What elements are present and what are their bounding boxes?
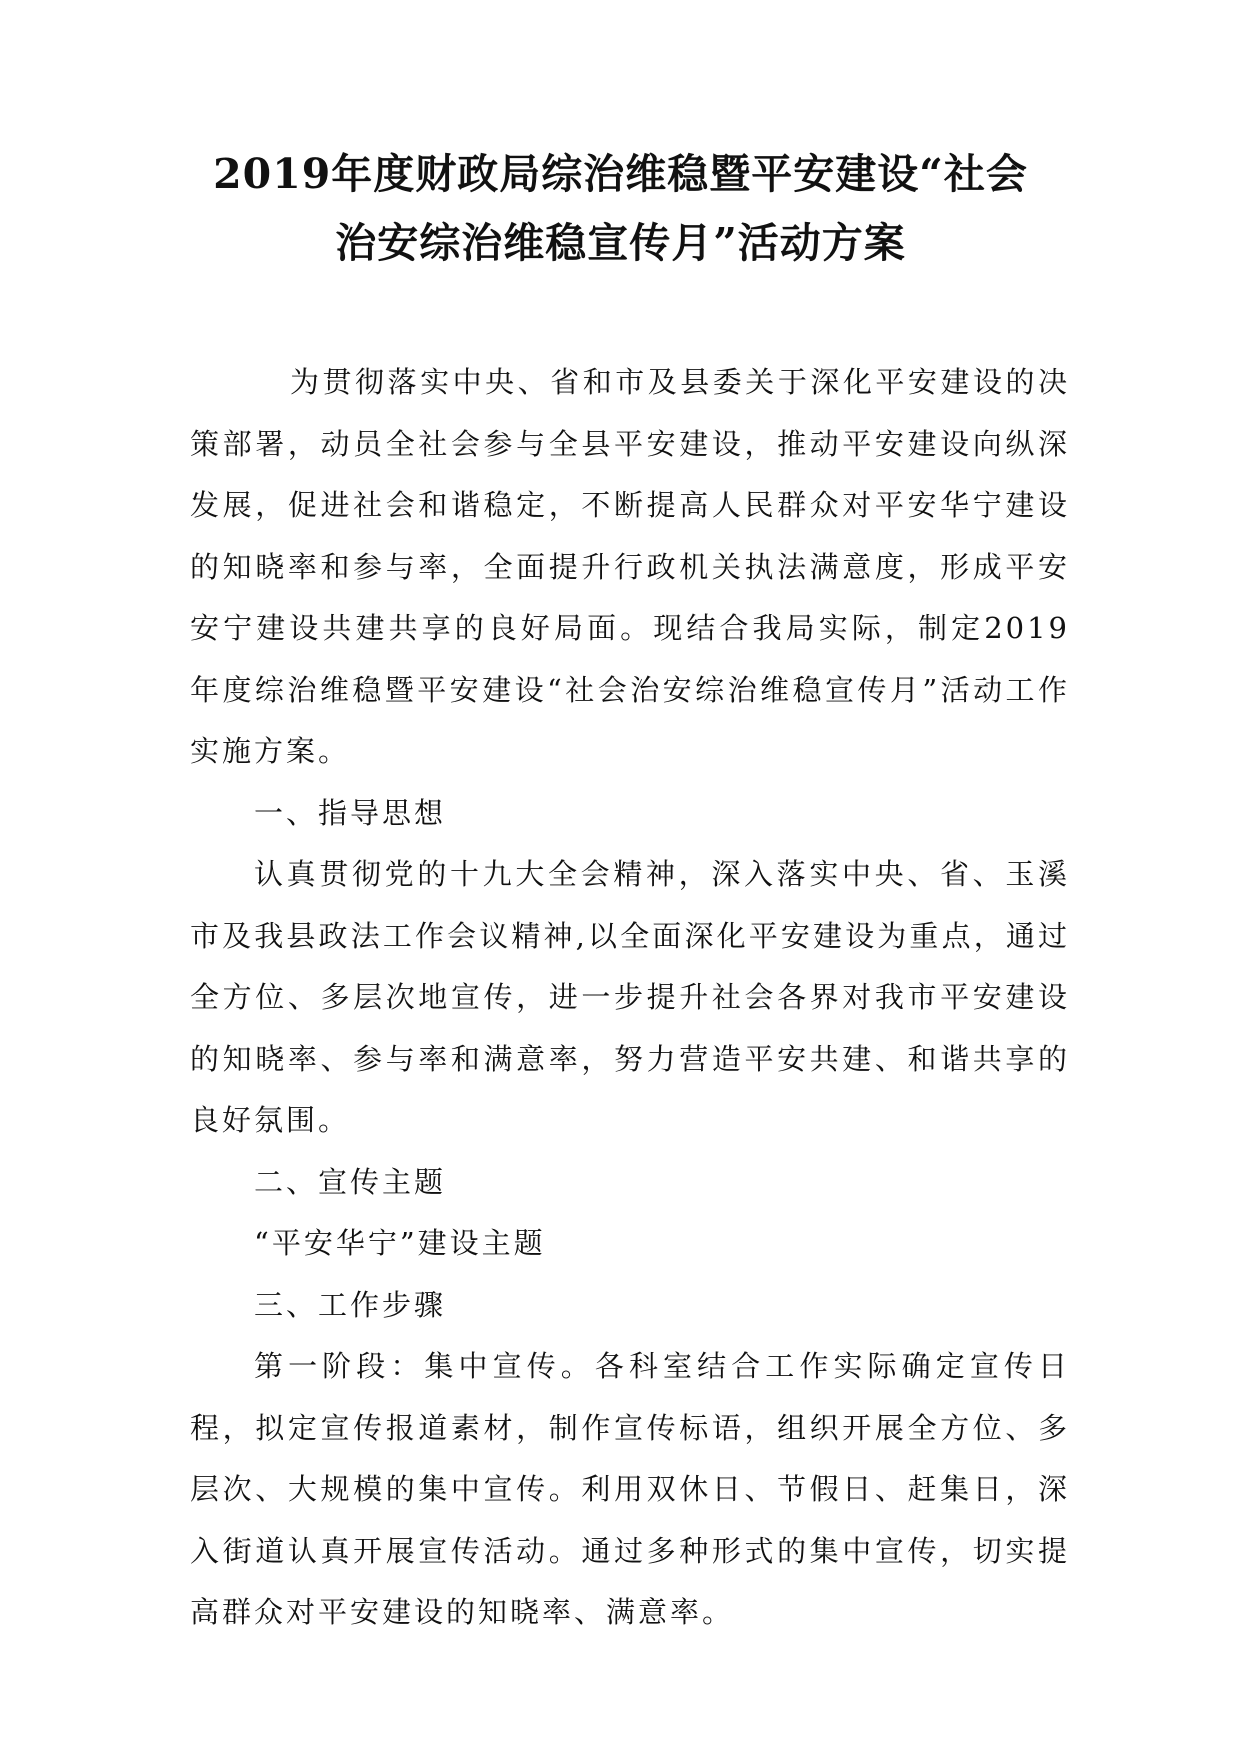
section-heading-work-steps: 三、工作步骤	[254, 1287, 447, 1322]
intro-paragraph: 为贯彻落实中央、省和市及县委关于深化平安建设的决策部署，动员全社会参与全县平安建设，推动平安建设向纵深发展，促进社会和谐稳定，不断提高人民群众对平安华宁建设的知晓率和参与率，全面提升行政机关执法满意度，形成平安安宁建设共建共享的良好局面。现结合我局实际，制定2019年度综治维稳暨平安建设“社会治安综治维稳宣传月”活动工作实施方案。	[190, 365, 1070, 768]
section-heading-theme: 二、宣传主题	[254, 1164, 447, 1199]
document-title-line-1: 2019年度财政局综治维稳暨平安建设“社会	[213, 150, 1028, 198]
document-title-line-2: 治安综治维稳宣传月”活动方案	[335, 219, 906, 267]
theme-paragraph: “平安华宁”建设主题	[254, 1226, 546, 1260]
document-title	[0, 140, 1241, 278]
document-body	[190, 352, 1070, 1644]
section-heading-guiding-ideology: 一、指导思想	[254, 795, 447, 830]
work-steps-stage-one-paragraph: 第一阶段：集中宣传。各科室结合工作实际确定宣传日程，拟定宣传报道素材，制作宣传标语，组织开展全方位、多层次、大规模的集中宣传。利用双休日、节假日、赶集日，深入街道认真开展宣传活动。通过多种形式的集中宣传，切实提高群众对平安建设的知晓率、满意率。	[190, 1349, 1070, 1629]
guiding-ideology-paragraph: 认真贯彻党的十九大全会精神，深入落实中央、省、玉溪市及我县政法工作会议精神,以全面深化平安建设为重点，通过全方位、多层次地宣传，进一步提升社会各界对我市平安建设的知晓率、参与率和满意率，努力营造平安共建、和谐共享的良好氛围。	[190, 857, 1070, 1137]
